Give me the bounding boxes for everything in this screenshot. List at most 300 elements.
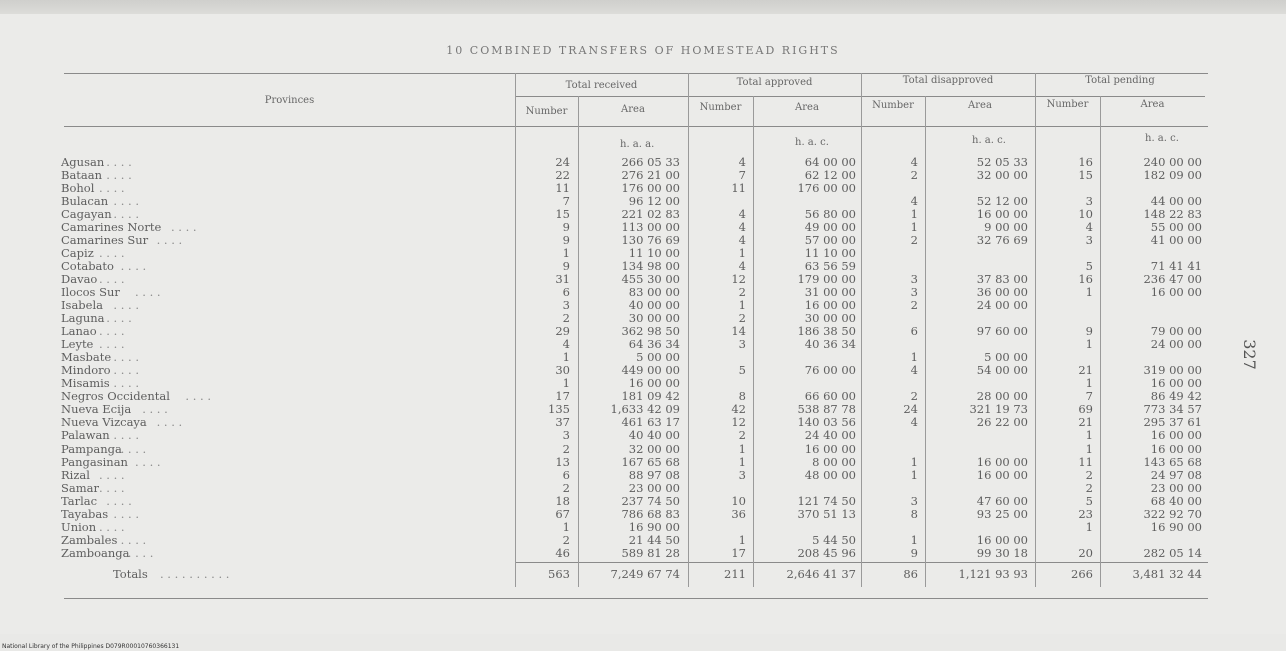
received-area-cell: 237 74 50 bbox=[621, 493, 680, 508]
received-number-cell: 1 bbox=[562, 519, 570, 534]
received-area-cell: 181 09 42 bbox=[621, 389, 680, 404]
pending-area-cell: 16 00 00 bbox=[1150, 284, 1202, 299]
disapproved-number-cell: 2 bbox=[910, 167, 918, 182]
approved-number-cell: 4 bbox=[738, 154, 746, 169]
disapproved-number-cell: 6 bbox=[910, 324, 918, 339]
leader-dots: . . . . bbox=[106, 493, 132, 508]
leader-dots: . . . . bbox=[135, 284, 161, 299]
approved-area-cell: 8 00 00 bbox=[812, 454, 856, 469]
pending-area-cell: 773 34 57 bbox=[1143, 402, 1202, 417]
province-name: Pangasinan bbox=[61, 455, 128, 469]
province-name: Mindoro bbox=[61, 364, 111, 378]
received-area-cell: 40 40 00 bbox=[628, 428, 680, 443]
received-area-cell: 96 12 00 bbox=[628, 193, 680, 208]
received-area-cell: 130 76 69 bbox=[621, 232, 680, 247]
disapproved-number-cell: 9 bbox=[910, 545, 918, 560]
approved-area-cell: 56 80 00 bbox=[804, 206, 856, 221]
received-number-cell: 30 bbox=[555, 363, 570, 378]
table-top-rule bbox=[64, 73, 1208, 74]
province-name: Samar bbox=[61, 481, 99, 495]
approved-number-cell: 3 bbox=[738, 467, 746, 482]
leader-dots: . . . . bbox=[171, 219, 197, 234]
approved-number-cell: 1 bbox=[738, 298, 746, 313]
approved-number-cell: 2 bbox=[738, 428, 746, 443]
table-row bbox=[0, 469, 1286, 482]
disapproved-number-cell: 4 bbox=[910, 363, 918, 378]
leader-dots: . . . . bbox=[99, 271, 125, 286]
pending-area-cell: 24 97 08 bbox=[1150, 467, 1202, 482]
disapproved-number-cell: 3 bbox=[910, 284, 918, 299]
disapproved-area-cell: 26 22 00 bbox=[976, 415, 1028, 430]
totals-row bbox=[0, 566, 1286, 582]
approved-area-header: Area bbox=[795, 102, 819, 113]
pending-number-cell: 1 bbox=[1085, 428, 1093, 443]
disapproved-number-cell: 2 bbox=[910, 389, 918, 404]
received-header: Total received bbox=[565, 80, 638, 91]
leader-dots: . . . . bbox=[113, 363, 139, 378]
table-row bbox=[0, 208, 1286, 221]
approved-number-cell: 3 bbox=[738, 337, 746, 352]
province-name: Ilocos Sur bbox=[61, 285, 120, 299]
pending-number-cell: 3 bbox=[1085, 193, 1093, 208]
pending-area-cell: 182 09 00 bbox=[1143, 167, 1202, 182]
received-area-cell: 16 00 00 bbox=[628, 376, 680, 391]
disapproved-number-cell: 3 bbox=[910, 493, 918, 508]
received-area-cell: 176 00 00 bbox=[621, 180, 680, 195]
pending-number-cell: 69 bbox=[1078, 402, 1093, 417]
received-number-cell: 15 bbox=[555, 206, 570, 221]
approved-number-cell: 4 bbox=[738, 258, 746, 273]
approved-area-cell: 121 74 50 bbox=[797, 493, 856, 508]
received-area-cell: 266 05 33 bbox=[621, 154, 680, 169]
received-number-header: Number bbox=[525, 106, 568, 117]
approved-number-cell: 2 bbox=[738, 311, 746, 326]
received-area-cell: 589 81 28 bbox=[621, 545, 680, 560]
received-number-cell: 1 bbox=[562, 376, 570, 391]
received-area-cell: 88 97 08 bbox=[628, 467, 680, 482]
totals-pending-area: 3,481 32 44 bbox=[1132, 567, 1202, 581]
province-name: Bohol bbox=[61, 181, 95, 195]
table-row bbox=[0, 221, 1286, 234]
approved-area-cell: 64 00 00 bbox=[804, 154, 856, 169]
province-name: Palawan bbox=[61, 429, 110, 443]
pending-area-cell: 41 00 00 bbox=[1150, 232, 1202, 247]
pending-area-cell: 24 00 00 bbox=[1150, 337, 1202, 352]
disapproved-number-cell: 1 bbox=[910, 350, 918, 365]
table-row bbox=[0, 508, 1286, 521]
pending-area-cell: 16 00 00 bbox=[1150, 441, 1202, 456]
leader-dots: . . . . bbox=[142, 402, 168, 417]
received-area-cell: 221 02 83 bbox=[621, 206, 680, 221]
approved-area-cell: 62 12 00 bbox=[804, 167, 856, 182]
received-number-cell: 1 bbox=[562, 245, 570, 260]
province-name: Nueva Vizcaya bbox=[61, 416, 147, 430]
received-area-cell: 11 10 00 bbox=[628, 245, 680, 260]
table-row bbox=[0, 456, 1286, 469]
table-bottom-rule bbox=[64, 598, 1208, 599]
pending-area-cell: 68 40 00 bbox=[1150, 493, 1202, 508]
received-area-cell: 5 00 00 bbox=[636, 350, 680, 365]
approved-units: h. a. c. bbox=[795, 137, 829, 148]
approved-area-cell: 24 40 00 bbox=[804, 428, 856, 443]
disapproved-number-cell: 8 bbox=[910, 506, 918, 521]
received-area-cell: 32 00 00 bbox=[628, 441, 680, 456]
received-number-cell: 135 bbox=[548, 402, 570, 417]
page-number: 327 bbox=[1239, 339, 1259, 370]
pending-number-cell: 16 bbox=[1078, 154, 1093, 169]
approved-number-cell: 36 bbox=[731, 506, 746, 521]
pending-number-cell: 11 bbox=[1078, 454, 1093, 469]
table-row bbox=[0, 534, 1286, 547]
received-area-cell: 21 44 50 bbox=[628, 532, 680, 547]
province-name: Leyte bbox=[61, 338, 94, 352]
leader-dots: . . . . bbox=[113, 298, 139, 313]
province-name: Zamboanga bbox=[61, 546, 130, 560]
disapproved-area-cell: 9 00 00 bbox=[984, 219, 1028, 234]
header-bottom-rule bbox=[64, 126, 1208, 127]
disapproved-number-cell: 1 bbox=[910, 532, 918, 547]
approved-number-cell: 42 bbox=[731, 402, 746, 417]
approved-number-cell: 1 bbox=[738, 532, 746, 547]
pending-area-cell: 79 00 00 bbox=[1150, 324, 1202, 339]
totals-pending-number: 266 bbox=[1071, 567, 1093, 581]
pending-area-cell: 23 00 00 bbox=[1150, 480, 1202, 495]
province-name: Capiz bbox=[61, 246, 94, 260]
received-number-cell: 9 bbox=[562, 219, 570, 234]
received-number-cell: 29 bbox=[555, 324, 570, 339]
disapproved-number-cell: 3 bbox=[910, 271, 918, 286]
leader-dots: . . . . bbox=[120, 441, 147, 456]
table-row bbox=[0, 195, 1286, 208]
disapproved-area-cell: 99 30 18 bbox=[976, 545, 1028, 560]
approved-area-cell: 179 00 00 bbox=[797, 271, 856, 286]
received-area-cell: 83 00 00 bbox=[628, 284, 680, 299]
disapproved-number-cell: 4 bbox=[910, 154, 918, 169]
pending-number-cell: 15 bbox=[1078, 167, 1093, 182]
approved-number-cell: 1 bbox=[738, 245, 746, 260]
disapproved-area-header: Area bbox=[968, 100, 992, 111]
totals-approved-number: 211 bbox=[724, 567, 746, 581]
province-name: Laguna bbox=[61, 312, 105, 326]
received-area-cell: 276 21 00 bbox=[621, 167, 680, 182]
approved-area-cell: 5 44 50 bbox=[812, 532, 856, 547]
approved-number-cell: 10 bbox=[731, 493, 746, 508]
province-name: Isabela bbox=[61, 299, 104, 313]
pending-area-cell: 55 00 00 bbox=[1150, 219, 1202, 234]
table-row bbox=[0, 429, 1286, 442]
approved-area-cell: 140 03 56 bbox=[797, 415, 856, 430]
province-name: Nueva Ecija bbox=[61, 403, 132, 417]
pending-number-cell: 23 bbox=[1078, 506, 1093, 521]
approved-area-cell: 16 00 00 bbox=[804, 441, 856, 456]
received-number-cell: 6 bbox=[562, 467, 570, 482]
disapproved-number-cell: 2 bbox=[910, 232, 918, 247]
disapproved-area-cell: 16 00 00 bbox=[976, 467, 1028, 482]
pending-area-cell: 282 05 14 bbox=[1143, 545, 1202, 560]
leader-dots: . . . . bbox=[113, 350, 139, 365]
disapproved-number-cell: 1 bbox=[910, 467, 918, 482]
table-row bbox=[0, 443, 1286, 456]
leader-dots: . . . . bbox=[113, 193, 139, 208]
province-name: Tayabas bbox=[61, 507, 109, 521]
approved-number-cell: 8 bbox=[738, 389, 746, 404]
received-number-cell: 31 bbox=[555, 271, 570, 286]
pending-number-header: Number bbox=[1046, 99, 1089, 110]
disapproved-area-cell: 32 00 00 bbox=[976, 167, 1028, 182]
received-number-cell: 2 bbox=[562, 532, 570, 547]
pending-number-cell: 7 bbox=[1085, 389, 1093, 404]
received-area-cell: 786 68 83 bbox=[621, 506, 680, 521]
table-body bbox=[0, 156, 1286, 560]
leader-dots: . . . . bbox=[185, 389, 211, 404]
table-row bbox=[0, 182, 1286, 195]
table-row bbox=[0, 273, 1286, 286]
province-name: Rizal bbox=[61, 468, 90, 482]
received-number-cell: 13 bbox=[555, 454, 570, 469]
table-row bbox=[0, 521, 1286, 534]
pending-number-cell: 1 bbox=[1085, 441, 1093, 456]
leader-dots: . . . . bbox=[120, 532, 147, 547]
disapproved-area-cell: 321 19 73 bbox=[969, 402, 1028, 417]
pending-area-header: Area bbox=[1140, 99, 1165, 110]
approved-area-cell: 48 00 00 bbox=[804, 467, 856, 482]
leader-dots: . . . . bbox=[106, 311, 132, 326]
totals-received-area: 7,249 67 74 bbox=[610, 567, 680, 581]
disapproved-number-cell: 24 bbox=[903, 402, 918, 417]
province-name: Cagayan bbox=[61, 207, 112, 221]
table-row bbox=[0, 260, 1286, 273]
leader-dots: . . . . bbox=[135, 454, 161, 469]
province-name: Tarlac bbox=[61, 494, 98, 508]
received-number-cell: 9 bbox=[562, 258, 570, 273]
received-number-cell: 7 bbox=[562, 193, 570, 208]
approved-number-cell: 4 bbox=[738, 206, 746, 221]
leader-dots: . . . . bbox=[156, 232, 183, 247]
pending-number-cell: 1 bbox=[1085, 337, 1093, 352]
leader-dots: . . . . bbox=[99, 245, 125, 260]
received-number-cell: 67 bbox=[555, 506, 570, 521]
pending-units: h. a. c. bbox=[1145, 133, 1179, 144]
received-area-header: Area bbox=[621, 104, 645, 115]
disapproved-area-cell: 47 60 00 bbox=[976, 493, 1028, 508]
received-number-cell: 6 bbox=[562, 284, 570, 299]
pending-number-cell: 21 bbox=[1078, 415, 1093, 430]
table-row bbox=[0, 234, 1286, 247]
table-row bbox=[0, 156, 1286, 169]
provinces-header: Provinces bbox=[264, 95, 315, 106]
leader-dots: . . . . bbox=[113, 376, 139, 391]
disapproved-area-cell: 52 05 33 bbox=[976, 154, 1028, 169]
province-name: Camarines Sur bbox=[61, 233, 149, 247]
received-number-cell: 9 bbox=[562, 232, 570, 247]
pending-area-cell: 16 00 00 bbox=[1150, 428, 1202, 443]
totals-received-number: 563 bbox=[548, 567, 570, 581]
received-number-cell: 17 bbox=[555, 389, 570, 404]
pending-number-cell: 10 bbox=[1078, 206, 1093, 221]
pending-area-cell: 16 00 00 bbox=[1150, 376, 1202, 391]
leader-dots: . . . . bbox=[113, 506, 139, 521]
pending-number-cell: 9 bbox=[1085, 324, 1093, 339]
province-name: Camarines Norte bbox=[61, 220, 162, 234]
approved-area-cell: 57 00 00 bbox=[804, 232, 856, 247]
pending-number-cell: 21 bbox=[1078, 363, 1093, 378]
received-number-cell: 24 bbox=[555, 154, 570, 169]
approved-area-cell: 538 87 78 bbox=[797, 402, 856, 417]
received-number-cell: 22 bbox=[555, 167, 570, 182]
disapproved-header: Total disapproved bbox=[902, 75, 994, 86]
province-name: Pampanga bbox=[61, 442, 122, 456]
totals-label: Totals bbox=[113, 567, 148, 581]
disapproved-area-cell: 93 25 00 bbox=[976, 506, 1028, 521]
pending-number-cell: 1 bbox=[1085, 284, 1093, 299]
leader-dots: . . . . bbox=[156, 415, 183, 430]
received-area-cell: 113 00 00 bbox=[621, 219, 680, 234]
table-row bbox=[0, 495, 1286, 508]
received-area-cell: 40 00 00 bbox=[628, 298, 680, 313]
leader-dots: . . . . bbox=[106, 167, 132, 182]
approved-area-cell: 370 51 13 bbox=[797, 506, 856, 521]
province-name: Cotabato bbox=[61, 259, 114, 273]
table-row bbox=[0, 482, 1286, 495]
library-footer: National Library of the Philippines D079R00010760366131 bbox=[2, 643, 180, 650]
totals-approved-area: 2,646 41 37 bbox=[786, 567, 856, 581]
received-number-cell: 11 bbox=[555, 180, 570, 195]
province-name: Zambales bbox=[61, 533, 118, 547]
approved-area-cell: 40 36 34 bbox=[804, 337, 856, 352]
pending-area-cell: 295 37 61 bbox=[1143, 415, 1202, 430]
received-number-cell: 2 bbox=[562, 480, 570, 495]
pending-number-cell: 5 bbox=[1085, 258, 1093, 273]
province-name: Lanao bbox=[61, 325, 97, 339]
disapproved-number-header: Number bbox=[872, 100, 914, 111]
received-area-cell: 461 63 17 bbox=[621, 415, 680, 430]
pending-number-cell: 1 bbox=[1085, 519, 1093, 534]
pending-number-cell: 5 bbox=[1085, 493, 1093, 508]
pending-area-cell: 143 65 68 bbox=[1143, 454, 1202, 469]
received-area-cell: 134 98 00 bbox=[621, 258, 680, 273]
disapproved-area-cell: 28 00 00 bbox=[976, 389, 1028, 404]
received-area-cell: 362 98 50 bbox=[621, 324, 680, 339]
approved-area-cell: 11 10 00 bbox=[804, 245, 856, 260]
pending-area-cell: 240 00 00 bbox=[1143, 154, 1202, 169]
approved-number-cell: 4 bbox=[738, 232, 746, 247]
leader-dots: . . . . bbox=[99, 480, 125, 495]
table-row bbox=[0, 247, 1286, 260]
disapproved-number-cell: 1 bbox=[910, 206, 918, 221]
leader-dots: . . . . bbox=[106, 154, 132, 169]
leader-dots: . . . . bbox=[113, 206, 139, 221]
disapproved-area-cell: 16 00 00 bbox=[976, 532, 1028, 547]
approved-area-cell: 76 00 00 bbox=[804, 363, 856, 378]
disapproved-area-cell: 5 00 00 bbox=[984, 350, 1028, 365]
approved-number-cell: 11 bbox=[731, 180, 746, 195]
approved-area-cell: 176 00 00 bbox=[797, 180, 856, 195]
approved-number-cell: 1 bbox=[738, 441, 746, 456]
disapproved-number-cell: 1 bbox=[910, 219, 918, 234]
approved-area-cell: 31 00 00 bbox=[804, 284, 856, 299]
received-number-cell: 2 bbox=[562, 441, 570, 456]
received-area-cell: 455 30 00 bbox=[621, 271, 680, 286]
header-sub-rule bbox=[515, 96, 1205, 97]
pending-number-cell: 20 bbox=[1078, 545, 1093, 560]
disapproved-area-cell: 37 83 00 bbox=[976, 271, 1028, 286]
disapproved-number-cell: 4 bbox=[910, 415, 918, 430]
pending-area-cell: 44 00 00 bbox=[1150, 193, 1202, 208]
disapproved-number-cell: 4 bbox=[910, 193, 918, 208]
province-name: Misamis bbox=[61, 377, 110, 391]
pending-area-cell: 71 41 41 bbox=[1150, 258, 1202, 273]
approved-number-cell: 2 bbox=[738, 284, 746, 299]
disapproved-area-cell: 52 12 00 bbox=[976, 193, 1028, 208]
approved-number-header: Number bbox=[699, 102, 742, 113]
disapproved-area-cell: 97 60 00 bbox=[976, 324, 1028, 339]
province-name: Masbate bbox=[61, 351, 112, 365]
pending-area-cell: 86 49 42 bbox=[1150, 389, 1202, 404]
disapproved-number-cell: 1 bbox=[910, 454, 918, 469]
pending-number-cell: 2 bbox=[1085, 480, 1093, 495]
leader-dots: . . . . bbox=[127, 545, 154, 560]
province-name: Agusan bbox=[61, 155, 105, 169]
table-heading: 10 COMBINED TRANSFERS OF HOMESTEAD RIGHTS bbox=[446, 44, 840, 57]
disapproved-area-cell: 54 00 00 bbox=[976, 363, 1028, 378]
approved-area-cell: 66 60 00 bbox=[804, 389, 856, 404]
totals-disapproved-number: 86 bbox=[903, 567, 918, 581]
leader-dots: . . . . bbox=[99, 180, 125, 195]
approved-area-cell: 208 45 96 bbox=[797, 545, 856, 560]
pending-number-cell: 4 bbox=[1085, 219, 1093, 234]
province-name: Davao bbox=[61, 272, 98, 286]
approved-number-cell: 12 bbox=[731, 415, 746, 430]
disapproved-number-cell: 2 bbox=[910, 298, 918, 313]
received-area-cell: 23 00 00 bbox=[628, 480, 680, 495]
approved-area-cell: 49 00 00 bbox=[804, 219, 856, 234]
leader-dots: . . . . bbox=[113, 428, 139, 443]
approved-number-cell: 5 bbox=[738, 363, 746, 378]
received-units: h. a. a. bbox=[620, 139, 655, 150]
received-number-cell: 4 bbox=[562, 337, 570, 352]
received-number-cell: 37 bbox=[555, 415, 570, 430]
approved-area-cell: 30 00 00 bbox=[804, 311, 856, 326]
received-number-cell: 3 bbox=[562, 298, 570, 313]
disapproved-area-cell: 16 00 00 bbox=[976, 454, 1028, 469]
leader-dots: . . . . bbox=[99, 324, 125, 339]
approved-number-cell: 14 bbox=[731, 324, 746, 339]
received-area-cell: 16 90 00 bbox=[628, 519, 680, 534]
disapproved-area-cell: 36 00 00 bbox=[976, 284, 1028, 299]
disapproved-units: h. a. c. bbox=[972, 135, 1006, 146]
approved-header: Total approved bbox=[736, 77, 813, 88]
totals-disapproved-area: 1,121 93 93 bbox=[958, 567, 1028, 581]
approved-area-cell: 186 38 50 bbox=[797, 324, 856, 339]
table-row bbox=[0, 547, 1286, 560]
leader-dots: . . . . bbox=[99, 337, 125, 352]
totals-leader: . . . . . . . . . . bbox=[160, 567, 230, 581]
received-area-cell: 30 00 00 bbox=[628, 311, 680, 326]
received-area-cell: 167 65 68 bbox=[621, 454, 680, 469]
pending-area-cell: 236 47 00 bbox=[1143, 271, 1202, 286]
approved-number-cell: 1 bbox=[738, 454, 746, 469]
approved-area-cell: 63 56 59 bbox=[804, 258, 856, 273]
received-number-cell: 46 bbox=[555, 545, 570, 560]
received-area-cell: 449 00 00 bbox=[621, 363, 680, 378]
province-name: Union bbox=[61, 520, 97, 534]
pending-area-cell: 319 00 00 bbox=[1143, 363, 1202, 378]
disapproved-area-cell: 24 00 00 bbox=[976, 298, 1028, 313]
received-number-cell: 2 bbox=[562, 311, 570, 326]
pending-number-cell: 16 bbox=[1078, 271, 1093, 286]
pending-number-cell: 2 bbox=[1085, 467, 1093, 482]
province-name: Negros Occidental bbox=[61, 390, 170, 404]
